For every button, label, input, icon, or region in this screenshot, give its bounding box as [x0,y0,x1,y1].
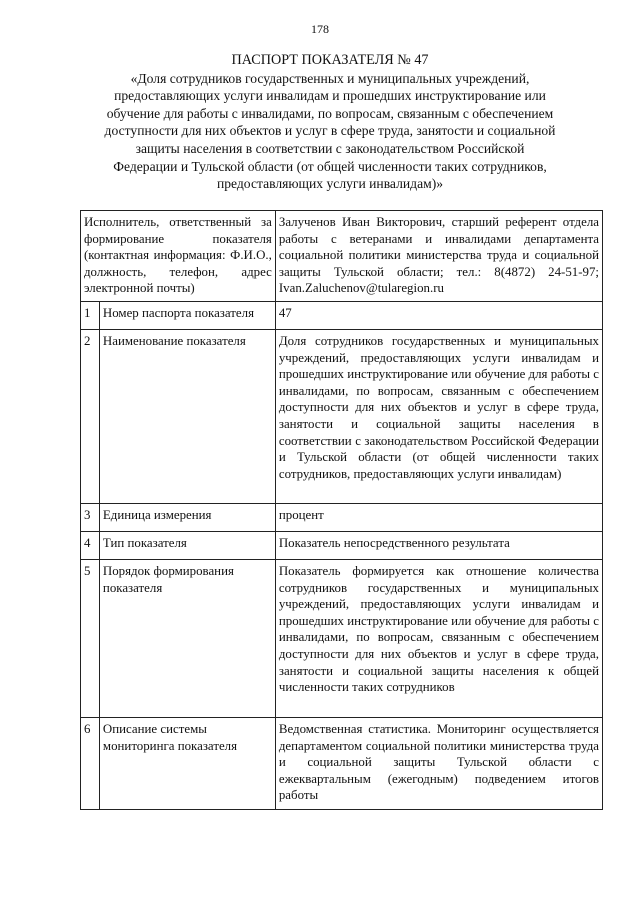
row-value: 47 [275,301,602,329]
row-label: Описание системы мониторинга показателя [99,717,275,809]
table-row [81,717,603,809]
subtitle-line: предоставляющих услуги инвалидам)» [216,176,444,192]
row-value: Ведомственная статистика. Мониторинг осуществляется департаментом социальной политики министерства труда и социальной защиты Тульской области с ежеквартальным (ежегодным) подведением итогов работы [275,717,602,809]
table-row [81,503,603,531]
responsible-value: Залученов Иван Викторович, старший референт отдела работы с ветеранами и инвалидами департамента социальной политики министерства труда и социальной защиты Тульской области; тел.: 8(4872) 24-51-97; Ivan.Zaluchenov@tularegion.ru [275,211,602,302]
subtitle-line: доступности для них объектов и услуг в сфере труда, занятости и социальной [104,123,556,139]
subtitle-line: защиты населения в соответствии с законодательством Российской [135,140,525,156]
row-label: Порядок формирования показателя [99,559,275,717]
subtitle-line: Федерации и Тульской области (от общей численности таких сотрудников, [113,158,547,174]
subtitle-line: предоставляющих услуги инвалидам и прошедших инструктирование или [114,88,546,104]
row-label: Номер паспорта показателя [99,301,275,329]
table-row [81,301,603,329]
row-value: Показатель непосредственного результата [275,531,602,559]
row-label: Единица измерения [99,503,275,531]
row-number: 4 [81,531,100,559]
row-number: 3 [81,503,100,531]
row-number: 2 [81,329,100,503]
subtitle-line: «Доля сотрудников государственных и муниципальных учреждений, [130,70,530,86]
page-number: 178 [311,22,329,36]
row-label: Тип показателя [99,531,275,559]
row-value: Показатель формируется как отношение количества сотрудников государственных и муниципальных учреждений, предоставляющих услуги инвалидам и прошедших инструктирование или обучение для работы с инвалидами, по вопросам, связанным с обеспечением доступности для них объектов и услуг в сфере труда, занятости и социальной защиты населения к общей численности таких сотрудников [275,559,602,717]
document-title-block [70,52,590,193]
row-label: Наименование показателя [99,329,275,503]
row-number: 6 [81,717,100,809]
document-title: ПАСПОРТ ПОКАЗАТЕЛЯ № 47 [231,52,429,68]
row-number: 5 [81,559,100,717]
passport-table [80,210,603,810]
row-value: Доля сотрудников государственных и муниципальных учреждений, предоставляющих услуги инвалидам и прошедших инструктирование или обучение для работы с инвалидами, по вопросам, связанным с обеспечением доступности для них объектов и услуг в сфере труда, занятости и социальной защиты населения в соответствии с законодательством Российской Федерации и Тульской области (от общей численности таких сотрудников, предоставляющих услуги инвалидам) [275,329,602,503]
table-row [81,559,603,717]
row-number: 1 [81,301,100,329]
table-row-responsible [81,211,603,302]
subtitle-line: обучение для работы с инвалидами, по вопросам, связанным с обеспечением [106,105,554,121]
table-row [81,531,603,559]
table-row [81,329,603,503]
responsible-label: Исполнитель, ответственный за формирование показателя (контактная информация: Ф.И.О., должность, телефон, адрес электронной почты) [81,211,276,302]
row-value: процент [275,503,602,531]
